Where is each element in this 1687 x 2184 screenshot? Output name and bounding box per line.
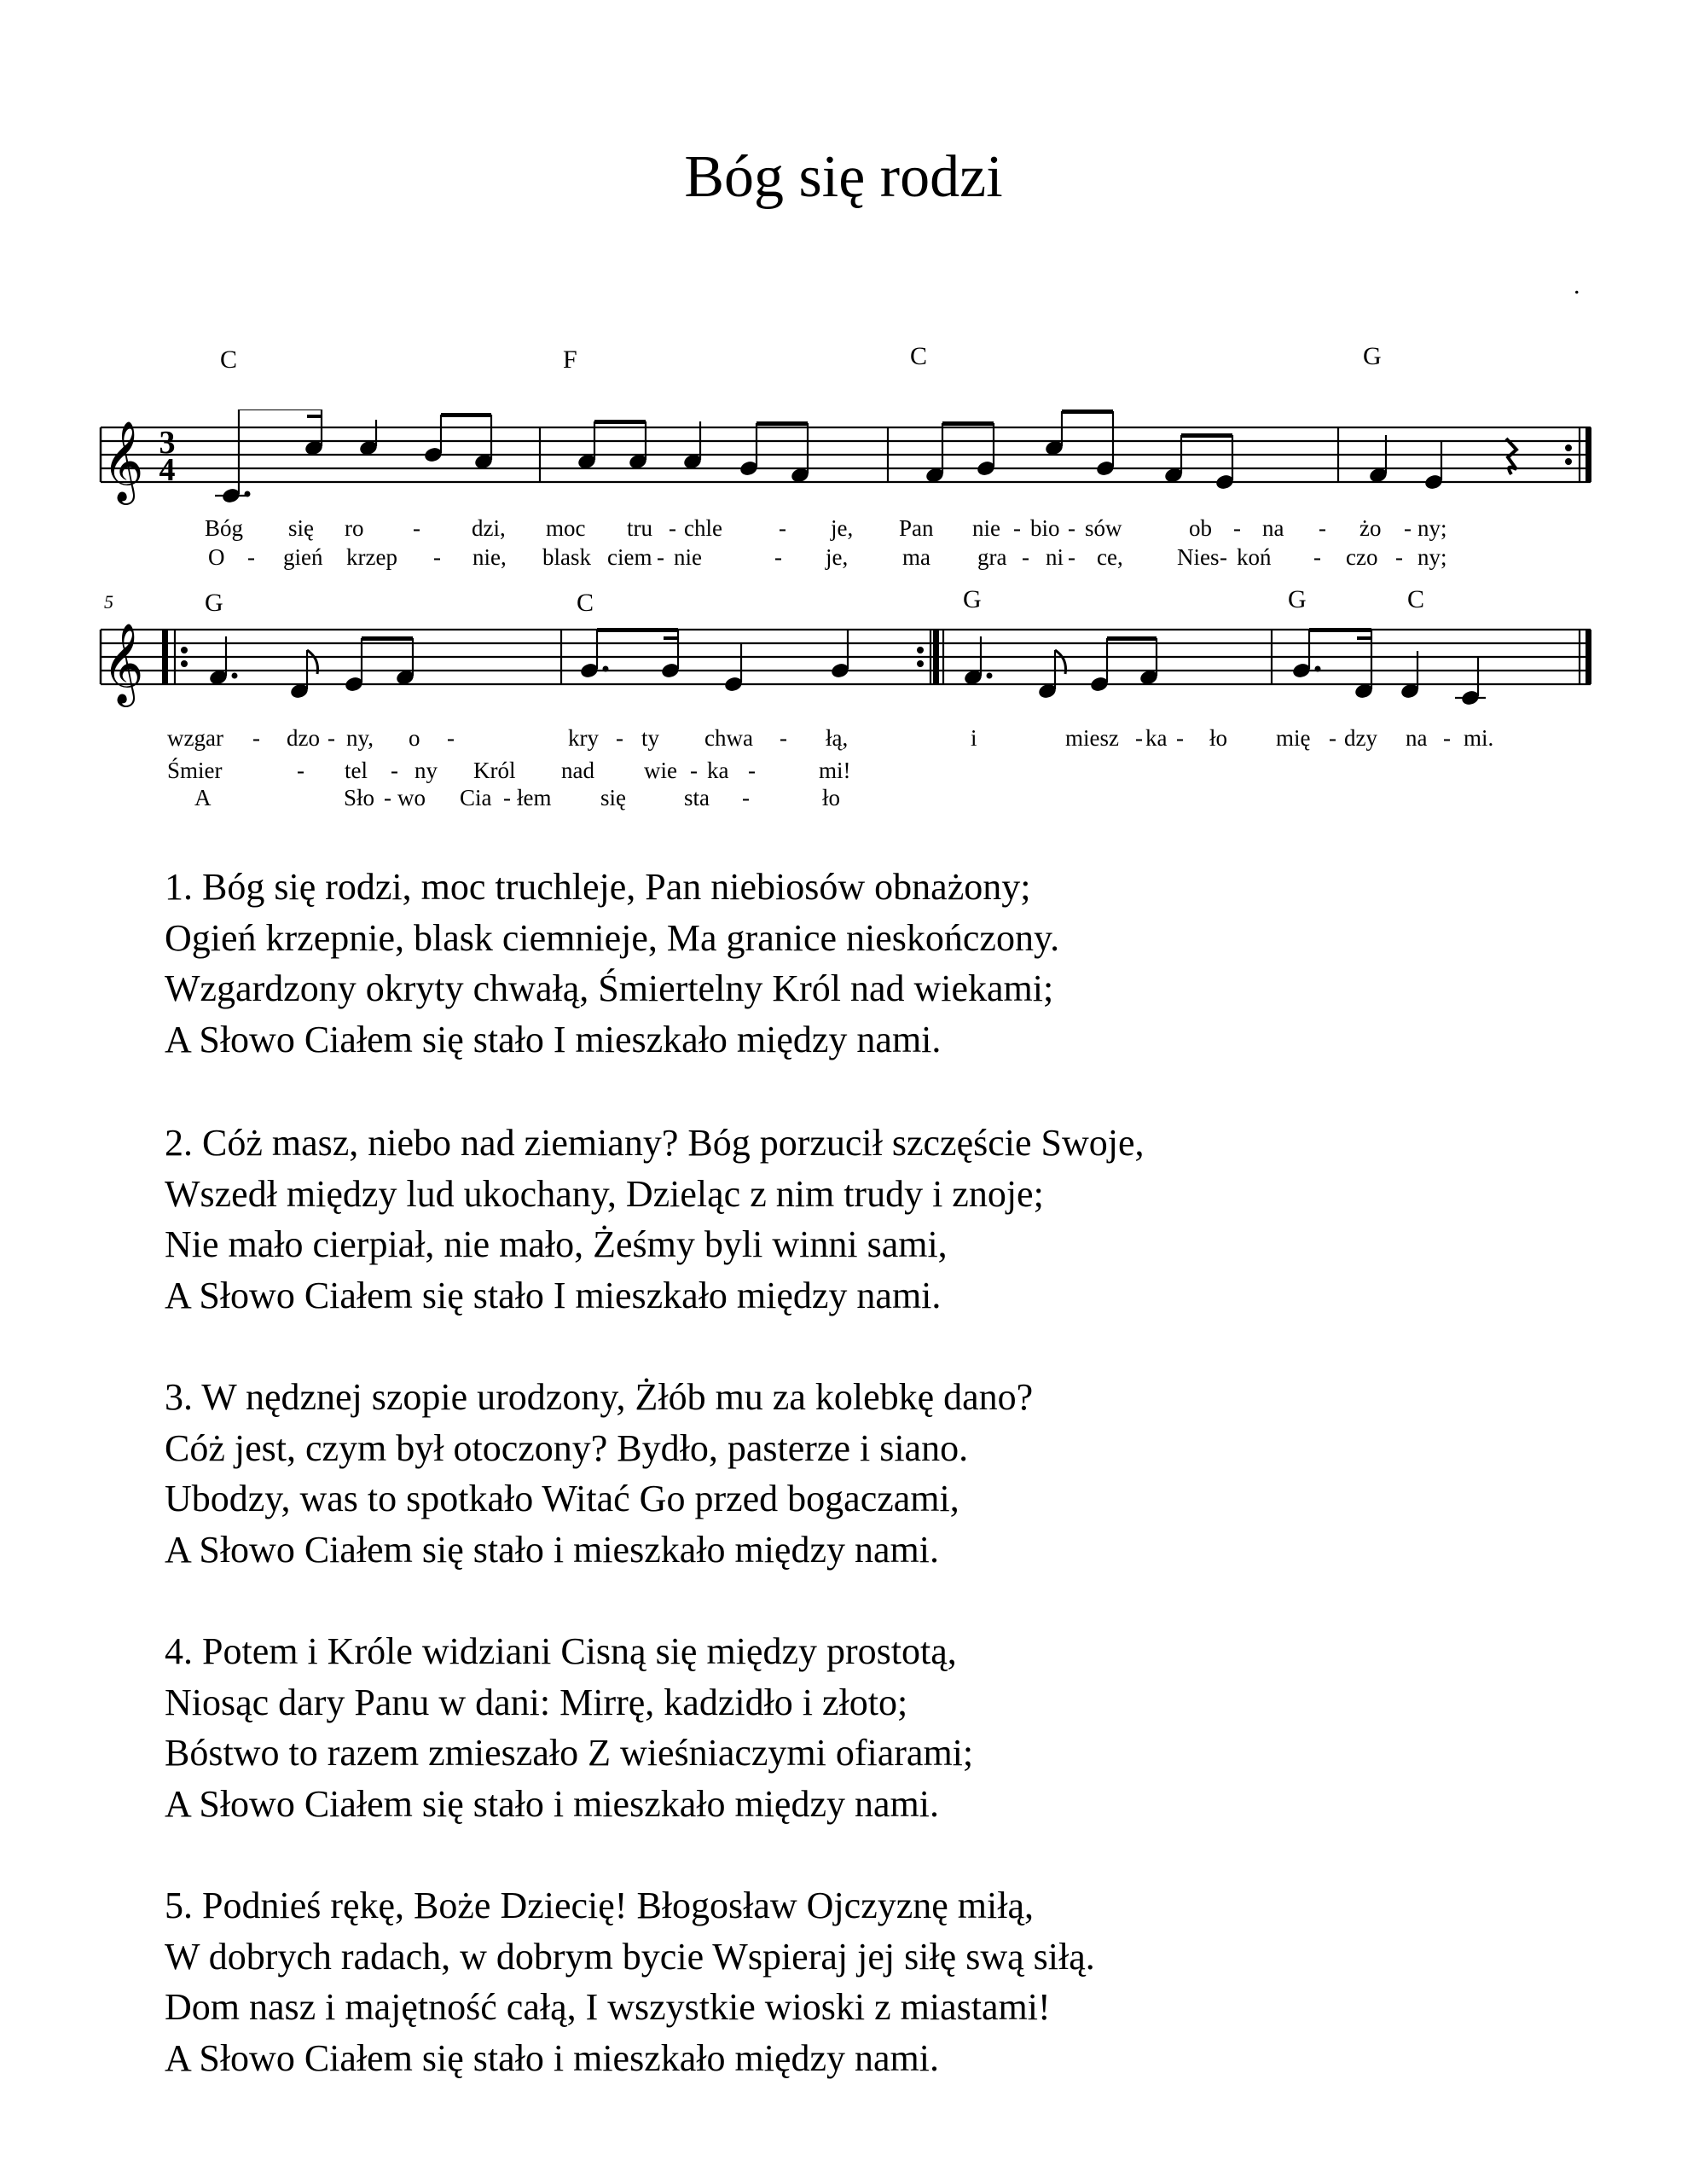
lyric-syllable: wie [644,758,677,783]
chord-symbol: G [205,589,223,617]
lyric-syllable: krzep [346,544,397,570]
chord-symbol: C [910,342,928,370]
lyric-syllable: - [1220,544,1227,570]
lyric-syllable: się [288,515,314,541]
lyric-syllable: mi! [819,758,851,783]
chord-symbol: F [563,346,577,374]
lyric-syllable: - [1135,725,1143,751]
lyric-syllable: chwa [704,725,753,751]
lyric-syllable: - [774,544,782,570]
lyric-syllable: - [297,758,304,783]
lyric-syllable: gień [283,544,323,570]
verse-line: A Słowo Ciałem się stało i mieszkało między nami. [165,1782,939,1825]
lyric-syllable: - [669,515,676,541]
lyric-syllable: - [1176,725,1184,751]
lyric-syllable: je, [831,515,854,541]
staff-system-2 [0,614,1687,734]
lyric-syllable: dzo [287,725,320,751]
lyric-syllable: ka [707,758,729,783]
lyric-syllable: - [742,785,750,810]
lyric-syllable: czo [1346,544,1378,570]
verse-line: Nie mało cierpiał, nie mało, Żeśmy byli winni sami, [165,1223,948,1265]
lyric-syllable: ka [1145,725,1168,751]
lyric-syllable: - [1443,725,1451,751]
verse-line: 3. W nędznej szopie urodzony, Żłób mu za kolebkę dano? [165,1376,1034,1418]
verse-3 [165,1372,1615,1575]
verse-line: 5. Podnieś rękę, Boże Dziecię! Błogosław Ojczyznę miłą, [165,1885,1035,1926]
lyric-syllable: - [748,758,756,783]
lyric-syllable: o [409,725,420,751]
lyric-syllable: Pan [899,515,934,541]
lyric-syllable: - [1404,515,1412,541]
verse-line: Bóstwo to razem zmieszało Z wieśniaczymi ofiarami; [165,1732,974,1774]
lyric-syllable: nad [561,758,594,783]
verse-2 [165,1118,1615,1321]
lyric-syllable: - [690,758,698,783]
lyric-syllable: Król [473,758,516,783]
verse-line: Ubodzy, was to spotkało Witać Go przed bogaczami, [165,1478,959,1519]
chord-symbol: C [220,346,238,374]
lyric-syllable: mię [1276,725,1311,751]
chord-symbol: C [577,589,594,617]
verse-line: Niosąc dary Panu w dani: Mirrę, kadzidło i złoto; [165,1681,908,1723]
corner-mark: . [1574,271,1580,299]
lyric-syllable: łą, [826,725,849,751]
lyric-syllable: nie [972,515,1000,541]
lyric-syllable: na [1262,515,1284,541]
lyric-syllable: Bóg [205,515,244,541]
lyric-syllable: - [384,785,391,810]
lyric-syllable: i [971,725,977,751]
lyric-syllable: - [1313,544,1321,570]
chord-symbol: G [1288,585,1307,613]
verse-line: A Słowo Ciałem się stało i mieszkało między nami. [165,2036,939,2079]
verse-line: A Słowo Ciałem się stało i mieszkało między nami. [165,1528,939,1571]
lyric-syllable: tru [627,515,652,541]
lyric-syllable: - [1068,515,1075,541]
verse-line: Wzgardzony okryty chwałą, Śmiertelny Król nad wiekami; [165,967,1054,1009]
treble-clef-icon: 𝄞 [102,623,144,704]
lyric-syllable: tel [345,758,368,783]
lyric-syllable: - [328,725,335,751]
chord-symbol: G [963,585,982,613]
lyric-syllable: ni [1046,544,1064,570]
lyric-syllable: - [780,725,787,751]
lyric-syllable: je, [826,544,849,570]
verse-line: W dobrych radach, w dobrym bycie Wspieraj jej siłę swą siłą. [165,1935,1095,1978]
verse-line: A Słowo Ciałem się stało I mieszkało między nami. [165,1018,942,1060]
lyric-syllable: wzgar [167,725,223,751]
lyric-syllable: ny, [346,725,374,751]
verse-line: Wszedł między lud ukochany, Dzieląc z nim trudy i znoje; [165,1172,1044,1215]
lyric-syllable: - [503,785,511,810]
staff-system-1 [0,410,1687,529]
verse-5 [165,1880,1615,2083]
lyric-syllable: ny; [1417,544,1447,570]
lyric-syllable: ło [1209,725,1228,751]
lyric-syllable: Nies [1177,544,1220,570]
measure-number: 5 [104,591,113,613]
lyric-syllable: - [616,725,623,751]
lyric-syllable: kry [568,725,599,751]
lyric-syllable: blask [542,544,591,570]
lyric-syllable: ce, [1097,544,1123,570]
verse-line: 4. Potem i Króle widziani Cisną się między prostotą, [165,1630,957,1672]
verse-line: 1. Bóg się rodzi, moc truchleje, Pan niebiosów obnażony; [165,866,1031,908]
lyric-syllable: - [391,758,398,783]
lyric-syllable: bio [1030,515,1060,541]
lyric-syllable: sta [684,785,710,810]
lyric-syllable: wo [397,785,426,810]
time-sig-bottom: 4 [159,452,176,488]
lyric-syllable: na [1406,725,1428,751]
lyric-syllable: koń [1237,544,1272,570]
lyric-syllable: ny; [1417,515,1447,541]
lyric-syllable: sów [1085,515,1122,541]
chord-symbol: G [1363,342,1382,370]
time-sig-top: 3 [159,425,176,461]
lyric-syllable: nie, [472,544,507,570]
lyric-syllable: ło [822,785,841,810]
lyric-syllable: ty [641,725,660,751]
lyric-syllable: miesz [1065,725,1119,751]
lyric-syllable: - [433,544,441,570]
lyric-syllable: mi. [1464,725,1494,751]
lyric-syllable: ro [345,515,364,541]
lyric-syllable: - [1013,515,1021,541]
lyric-syllable: gra [977,544,1007,570]
lyric-syllable: - [1233,515,1241,541]
lyric-syllable: - [657,544,664,570]
lyric-syllable: dzi, [472,515,506,541]
verse-line: 2. Cóż masz, niebo nad ziemiany? Bóg porzucił szczęście Swoje, [165,1122,1145,1164]
verse-line: Dom nasz i majętność całą, I wszystkie wioski z miastami! [165,1986,1051,2028]
lyric-syllable: nie [674,544,702,570]
verse-line: Ogień krzepnie, blask ciemnieje, Ma granice nieskończony. [165,916,1060,959]
lyric-syllable: moc [546,515,586,541]
lyric-syllable: Śmier [167,758,223,783]
lyric-syllable: - [779,515,786,541]
lyric-syllable: ciem [607,544,652,570]
lyric-syllable: łem [517,785,552,810]
lyric-syllable: Cia [460,785,492,810]
lyric-syllable: dzy [1344,725,1377,751]
chord-symbol: C [1407,585,1425,613]
lyric-syllable: żo [1359,515,1382,541]
treble-clef-icon: 𝄞 [102,421,144,502]
lyric-syllable: - [247,544,255,570]
lyric-syllable: A [194,785,212,810]
lyric-syllable: ny [415,758,438,783]
lyric-syllable: ob [1189,515,1212,541]
verse-line: A Słowo Ciałem się stało I mieszkało między nami. [165,1274,942,1316]
lyric-syllable: - [1068,544,1075,570]
lyric-syllable: ma [902,544,930,570]
lyric-syllable: - [1319,515,1326,541]
verse-4 [165,1626,1615,1829]
lyric-syllable: - [1329,725,1336,751]
lyric-syllable: - [252,725,260,751]
lyric-syllable: - [447,725,455,751]
lyric-syllable: Sło [344,785,375,810]
lyric-syllable: się [600,785,626,810]
verse-1 [165,862,1615,1065]
lyric-syllable: chle [684,515,722,541]
lyric-syllable: - [1395,544,1403,570]
lyric-syllable: O [208,544,225,570]
lyric-syllable: - [413,515,420,541]
verse-line: Cóż jest, czym był otoczony? Bydło, pasterze i siano. [165,1426,969,1469]
song-title: Bóg się rodzi [684,144,1003,210]
lyric-syllable: - [1022,544,1029,570]
